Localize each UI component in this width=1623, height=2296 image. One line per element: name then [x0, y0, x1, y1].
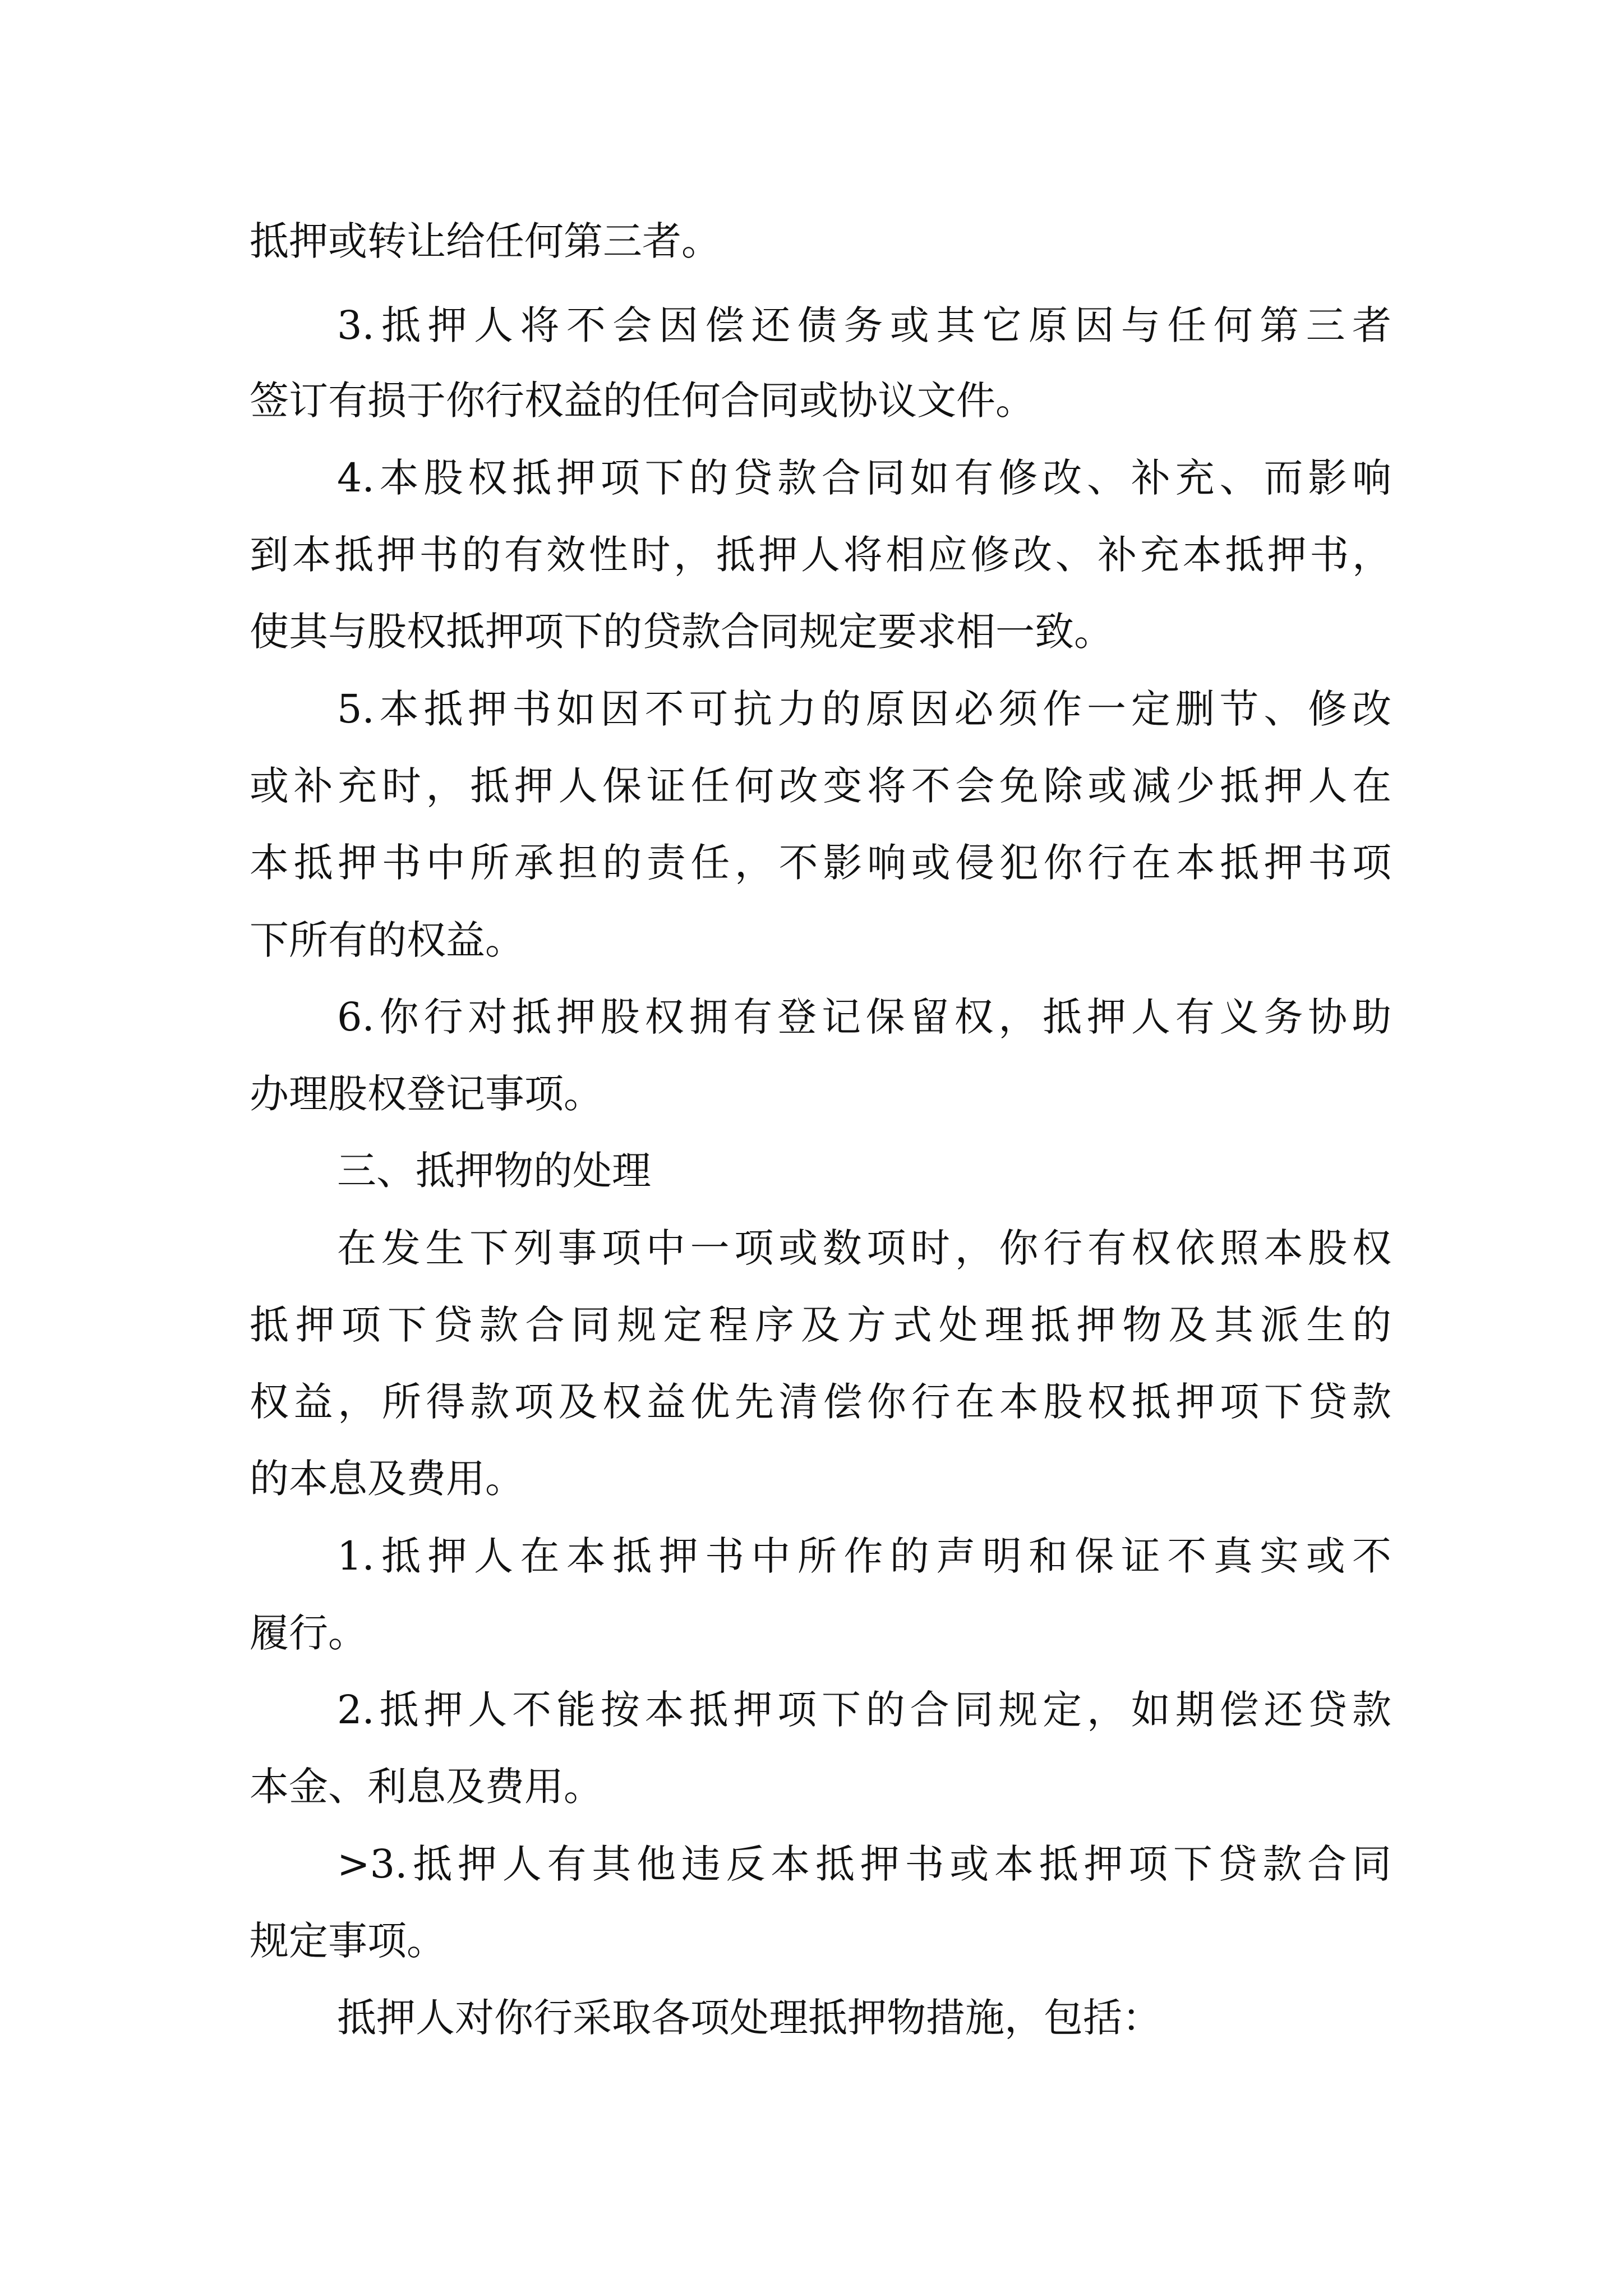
text-line: 2.抵押人不能按本抵押项下的合同规定，如期偿还贷款: [337, 1687, 1391, 1733]
text-line: 或补充时，抵押人保证任何改变将不会免除或减少抵押人在: [250, 763, 1391, 809]
text-line: 抵押项下贷款合同规定程序及方式处理抵押物及其派生的: [250, 1302, 1391, 1348]
text-line: 办理股权登记事项。: [250, 1071, 603, 1117]
text-line: 本金、利息及费用。: [250, 1764, 603, 1810]
text-line: 1.抵押人在本抵押书中所作的声明和保证不真实或不: [337, 1533, 1391, 1579]
text-line: 使其与股权抵押项下的贷款合同规定要求相一致。: [250, 609, 1113, 655]
text-line: 抵押人对你行采取各项处理抵押物措施，包括：: [337, 1995, 1161, 2041]
text-line: >3.抵押人有其他违反本抵押书或本抵押项下贷款合同: [337, 1841, 1391, 1887]
text-line: 6.你行对抵押股权拥有登记保留权，抵押人有义务协助: [337, 994, 1391, 1040]
text-line: 的本息及费用。: [250, 1456, 524, 1502]
text-line: 抵押或转让给任何第三者。: [250, 218, 721, 264]
text-line: 3.抵押人将不会因偿还债务或其它原因与任何第三者: [337, 302, 1391, 348]
text-line: 下所有的权益。: [250, 917, 524, 963]
text-line: 4.本股权抵押项下的贷款合同如有修改、补充、而影响: [337, 455, 1391, 501]
text-line: 到本抵押书的有效性时，抵押人将相应修改、补充本抵押书，: [250, 532, 1391, 578]
text-line: 规定事项。: [250, 1918, 446, 1964]
text-line: 在发生下列事项中一项或数项时，你行有权依照本股权: [337, 1225, 1391, 1271]
text-line: 本抵押书中所承担的责任，不影响或侵犯你行在本抵押书项: [250, 840, 1391, 886]
text-line: 5.本抵押书如因不可抗力的原因必须作一定删节、修改: [337, 686, 1391, 732]
text-line: 履行。: [250, 1610, 367, 1656]
section-heading: 三、抵押物的处理: [337, 1148, 651, 1194]
text-line: 签订有损于你行权益的任何合同或协议文件。: [250, 378, 1035, 424]
text-line: 权益，所得款项及权益优先清偿你行在本股权抵押项下贷款: [250, 1379, 1391, 1425]
